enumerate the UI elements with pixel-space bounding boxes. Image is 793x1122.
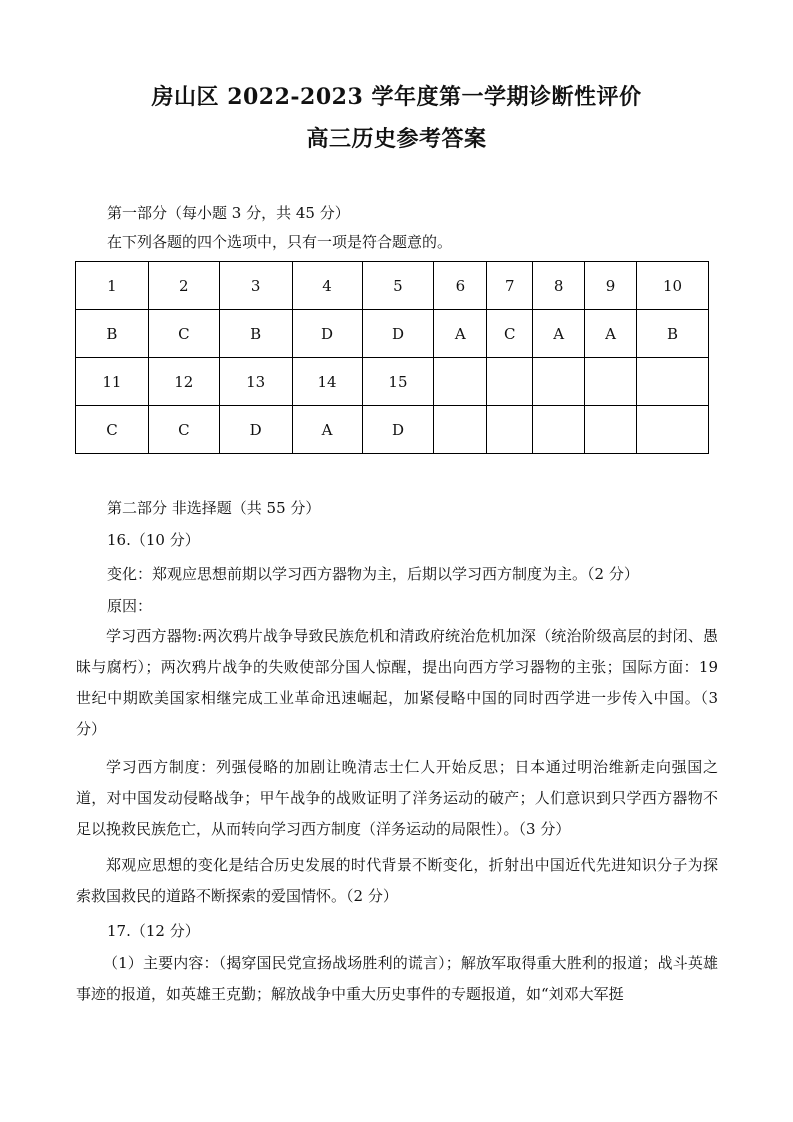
table-cell-text: 2	[179, 276, 189, 295]
table-cell-text: 12	[174, 372, 194, 391]
table-cell-text: A	[454, 324, 466, 343]
document-subtitle: 高三历史参考答案	[306, 126, 487, 152]
table-cell	[362, 358, 434, 406]
table-cell	[487, 262, 533, 310]
table-cell	[76, 406, 149, 454]
table-cell-text: A	[321, 420, 333, 439]
q16-change: 变化：郑观应思想前期以学习西方器物为主，后期以学习西方制度为主。（2 分）	[107, 565, 639, 583]
table-cell-text: D	[391, 420, 404, 439]
table-row	[76, 406, 709, 454]
table-cell	[487, 310, 533, 358]
table-cell	[219, 310, 292, 358]
table-cell	[585, 262, 637, 310]
table-cell-text: 1	[107, 276, 117, 295]
table-cell	[362, 406, 434, 454]
table-cell-text: 9	[605, 276, 616, 295]
table-cell	[533, 406, 585, 454]
table-cell	[148, 406, 219, 454]
table-cell-text: D	[321, 324, 334, 343]
table-cell-text: 13	[246, 372, 266, 391]
table-cell-text: D	[391, 324, 404, 343]
table-cell	[487, 406, 533, 454]
table-cell	[148, 310, 219, 358]
table-cell	[219, 262, 292, 310]
table-cell-text: 4	[322, 276, 332, 295]
q17-paragraph-1: （1）主要内容：（揭穿国民党宣扬战场胜利的谎言）；解放军取得重大胜利的报道；战斗英雄事迹的报道，如英雄王克勤；解放战争中重大历史事件的专题报道，如“刘邓大军挺	[76, 954, 718, 1003]
q16-paragraph-2: 学习西方制度：列强侵略的加剧让晚清志士仁人开始反思；日本通过明治维新走向强国之道，对中国发动侵略战争；甲午战争的战败证明了洋务运动的破产；人们意识到只学西方器物不足以挽救民族危亡，从而转向学习西方制度（洋务运动的局限性）。（3 分）	[76, 758, 718, 838]
table-cell	[292, 358, 362, 406]
table-cell	[637, 358, 709, 406]
table-cell	[585, 310, 637, 358]
table-cell-text: 14	[317, 372, 337, 391]
table-cell	[292, 406, 362, 454]
table-cell-text: B	[250, 324, 262, 343]
table-cell	[637, 310, 709, 358]
table-cell-text: 8	[553, 276, 564, 295]
table-cell-text: C	[504, 324, 516, 343]
table-cell	[434, 262, 487, 310]
q17-number: 17.（12 分）	[107, 922, 200, 940]
table-row	[76, 310, 709, 358]
table-cell	[637, 262, 709, 310]
q16-paragraph-3: 郑观应思想的变化是结合历史发展的时代背景不断变化，折射出中国近代先进知识分子为探索救国救民的道路不断探索的爱国情怀。（2 分）	[76, 856, 718, 905]
table-cell-text: 10	[662, 276, 683, 295]
table-row	[76, 262, 709, 310]
table-cell	[533, 358, 585, 406]
table-cell	[533, 310, 585, 358]
table-cell	[362, 262, 434, 310]
table-cell-text: 3	[250, 276, 261, 295]
table-cell-text: A	[605, 324, 616, 343]
table-cell-text: D	[249, 420, 262, 439]
table-cell	[292, 310, 362, 358]
table-cell	[219, 358, 292, 406]
table-cell	[585, 406, 637, 454]
table-cell-text: 5	[393, 276, 403, 295]
table-cell	[362, 310, 434, 358]
q16-number: 16.（10 分）	[107, 531, 200, 549]
table-cell	[434, 406, 487, 454]
part2-heading: 第二部分 非选择题（共 55 分）	[107, 499, 321, 517]
table-cell-text: C	[178, 420, 190, 439]
table-cell-text: C	[106, 420, 118, 439]
table-cell-text: 6	[455, 276, 466, 295]
table-cell-text: A	[553, 324, 565, 343]
table-cell	[76, 310, 149, 358]
q16-reason-label: 原因：	[107, 597, 153, 615]
table-cell	[292, 262, 362, 310]
q16-paragraph-1: 学习西方器物:两次鸦片战争导致民族危机和清政府统治危机加深（统治阶级高层的封闭、愚昧与腐朽）；两次鸦片战争的失败使部分国人惊醒，提出向西方学习器物的主张；国际方面：19 世纪中期欧美国家相继完成工业革命迅速崛起，加紧侵略中国的同时西学进一步传入中国。（3 分）	[76, 627, 718, 738]
table-cell-text: C	[178, 324, 190, 343]
part1-heading: 第一部分（每小题 3 分，共 45 分）	[107, 204, 350, 222]
table-cell-text: 15	[388, 372, 408, 391]
table-cell	[76, 262, 149, 310]
table-cell	[76, 358, 149, 406]
table-cell	[533, 262, 585, 310]
table-cell	[585, 358, 637, 406]
table-cell-text: 7	[504, 276, 515, 295]
table-cell	[434, 358, 487, 406]
document-title: 房山区 2022-2023 学年度第一学期诊断性评价	[151, 84, 642, 110]
table-cell-text: B	[667, 324, 679, 343]
table-cell	[434, 310, 487, 358]
part1-instruction: 在下列各题的四个选项中，只有一项是符合题意的。	[107, 233, 453, 251]
table-cell	[148, 262, 219, 310]
table-cell-text: 11	[102, 372, 122, 391]
table-cell	[148, 358, 219, 406]
table-cell-text: B	[106, 324, 118, 343]
table-cell	[637, 406, 709, 454]
table-cell	[219, 406, 292, 454]
table-cell	[487, 358, 533, 406]
table-row	[76, 358, 709, 406]
answer-table	[75, 261, 709, 454]
